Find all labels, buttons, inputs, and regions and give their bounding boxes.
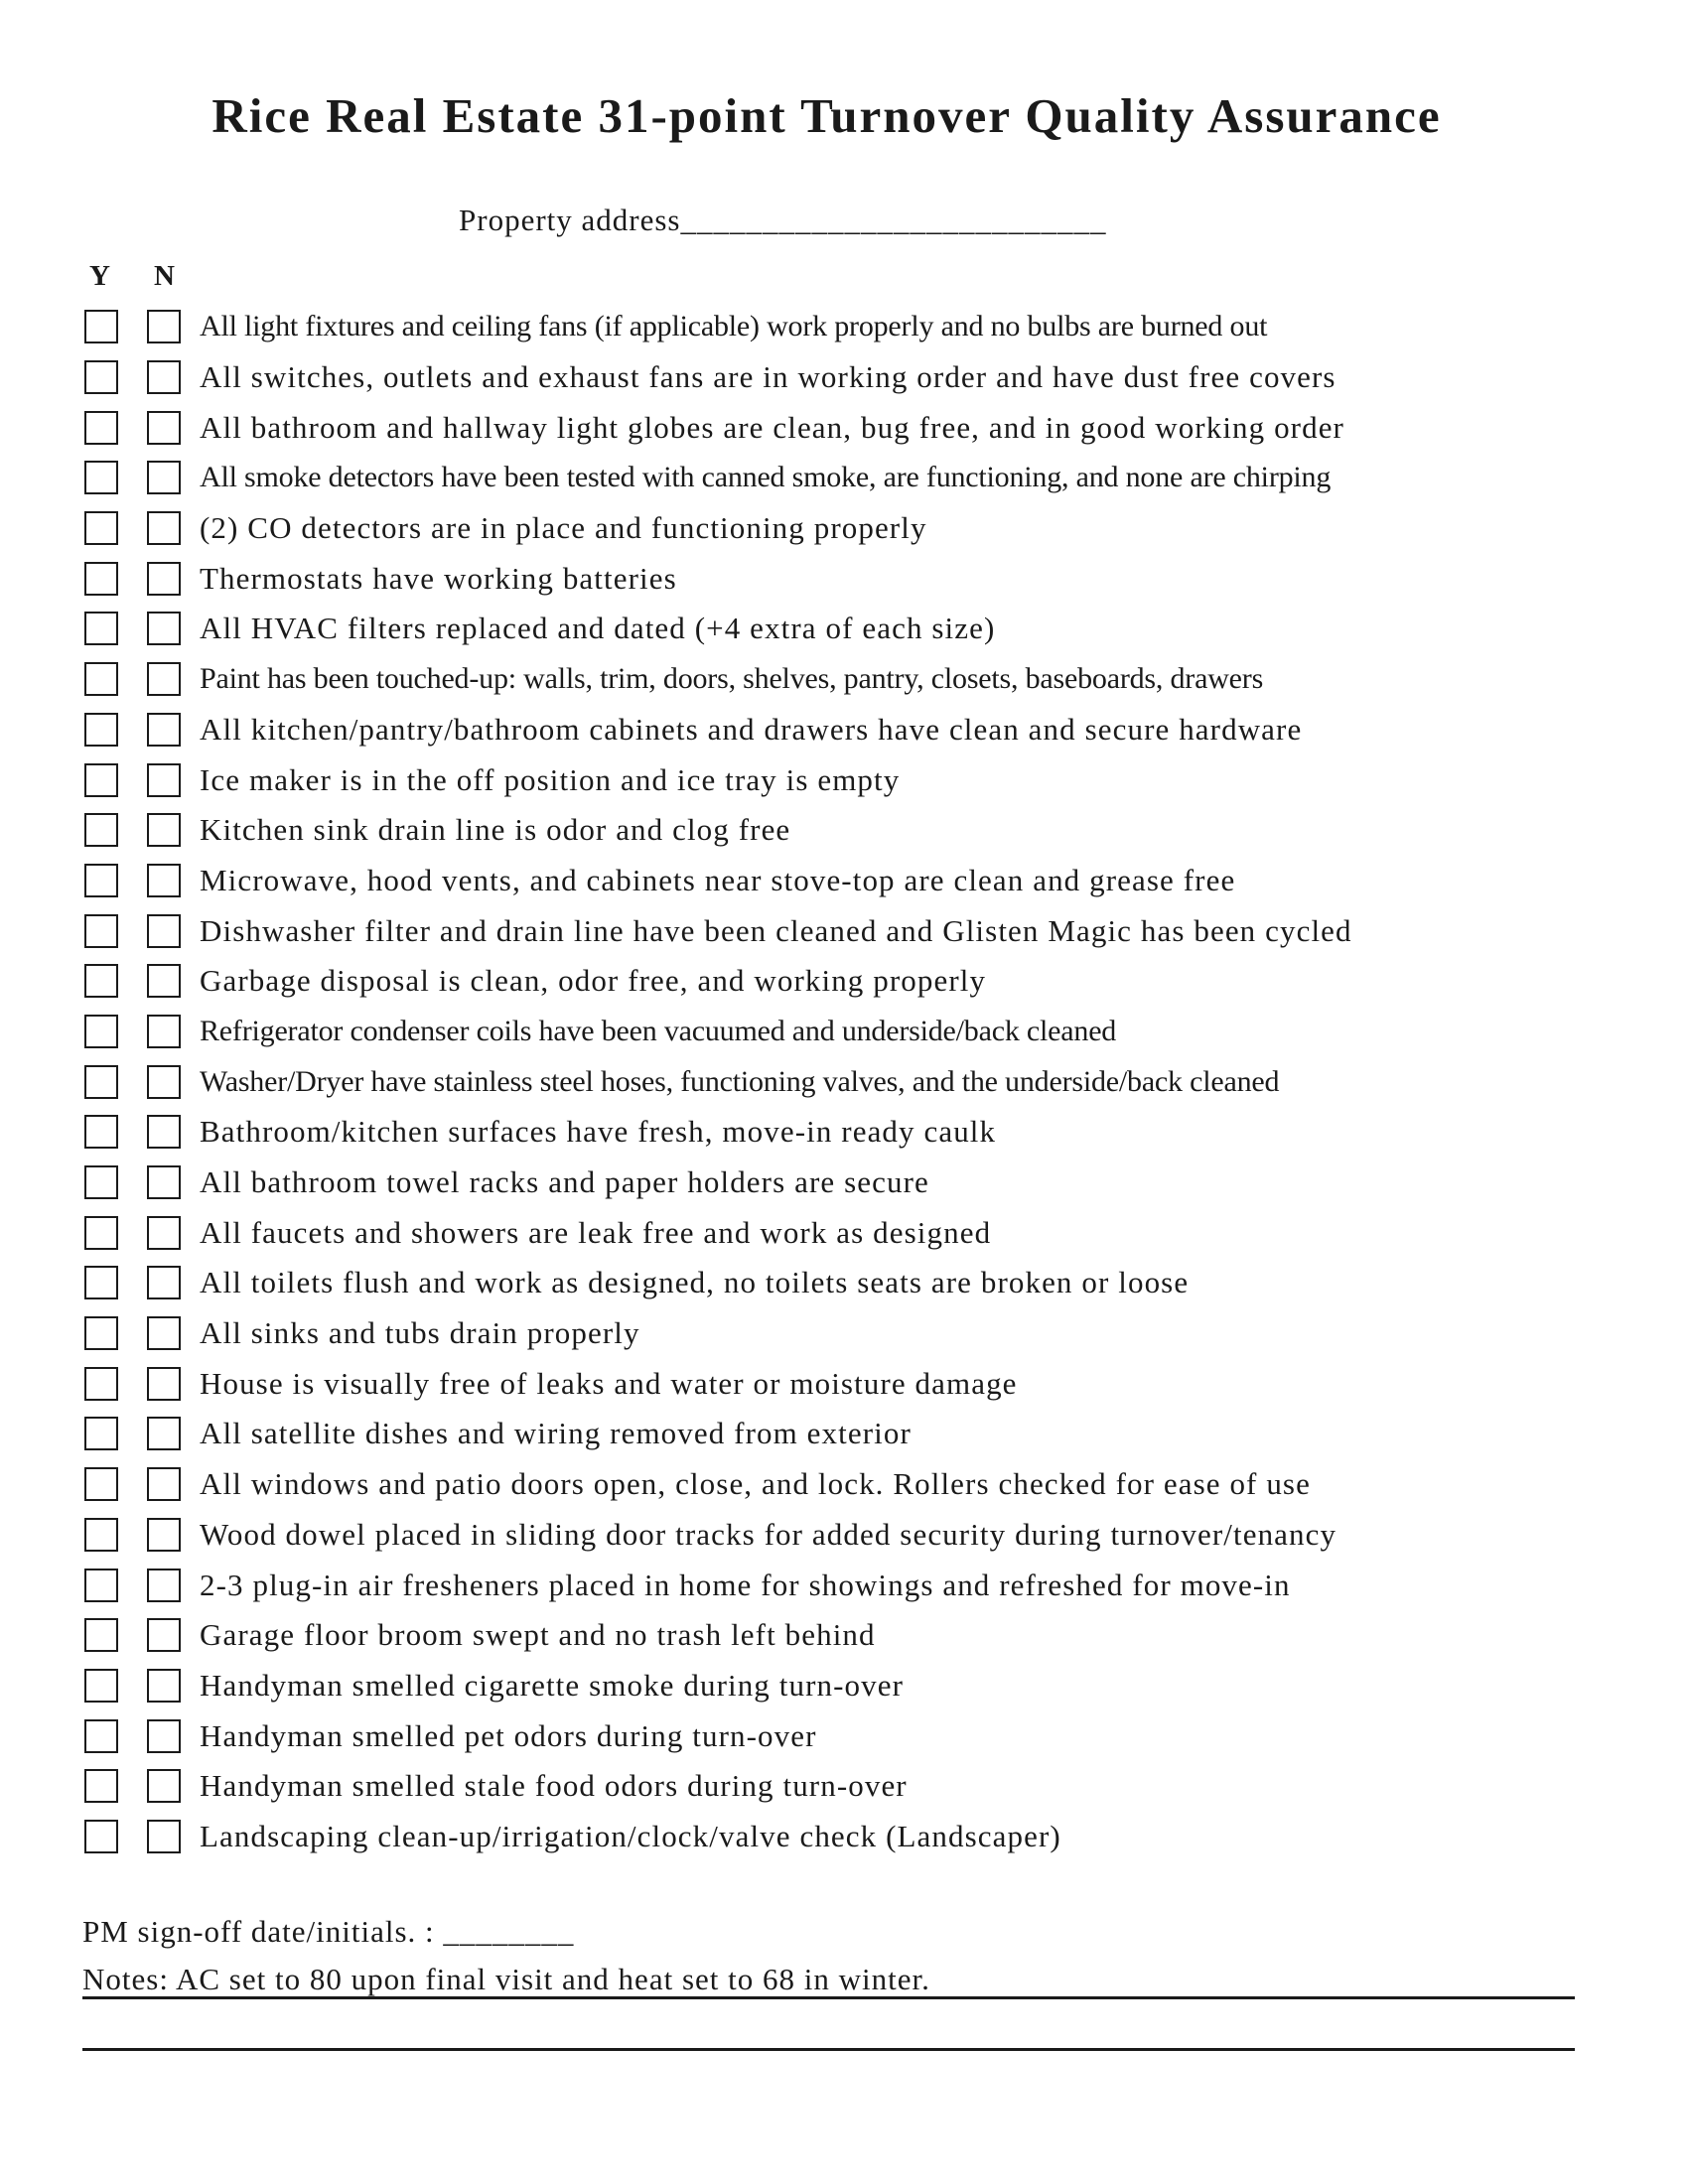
no-checkbox[interactable]	[147, 1618, 181, 1652]
pm-signoff-field[interactable]: PM sign-off date/initials. : ________	[82, 1914, 575, 1949]
notes-blank-line[interactable]	[82, 2048, 1575, 2051]
yes-checkbox[interactable]	[84, 1820, 118, 1853]
checklist-item	[81, 1459, 1551, 1510]
no-checkbox[interactable]	[147, 713, 181, 747]
checklist-item	[81, 453, 1551, 503]
no-checkbox[interactable]	[147, 1417, 181, 1450]
checklist-item	[81, 604, 1551, 654]
checklist-item	[81, 1308, 1551, 1359]
checklist-item	[81, 1610, 1551, 1661]
checklist-item-label: All satellite dishes and wiring removed from exterior	[200, 1416, 912, 1451]
checklist-item-label: All switches, outlets and exhaust fans are in working order and have dust free covers	[200, 359, 1336, 395]
checklist-item	[81, 553, 1551, 604]
checklist-item-label: 2-3 plug-in air fresheners placed in home for showings and refreshed for move-in	[200, 1567, 1291, 1602]
yes-checkbox[interactable]	[84, 511, 118, 545]
yes-checkbox[interactable]	[84, 1467, 118, 1501]
yes-checkbox[interactable]	[84, 763, 118, 797]
no-checkbox[interactable]	[147, 864, 181, 897]
no-checkbox[interactable]	[147, 562, 181, 596]
no-checkbox[interactable]	[147, 1518, 181, 1552]
checklist-item-label: All bathroom and hallway light globes are clean, bug free, and in good working order	[200, 409, 1344, 445]
checklist-item	[81, 1710, 1551, 1761]
no-checkbox[interactable]	[147, 1669, 181, 1703]
checklist-item-label: All light fixtures and ceiling fans (if applicable) work properly and no bulbs are burned out	[200, 310, 1268, 343]
no-checkbox[interactable]	[147, 1316, 181, 1350]
yes-checkbox[interactable]	[84, 411, 118, 445]
checklist-item	[81, 1056, 1551, 1107]
no-checkbox[interactable]	[147, 612, 181, 645]
checklist-item-label: Washer/Dryer have stainless steel hoses, functioning valves, and the underside/back cleaned	[200, 1064, 1280, 1098]
checklist-item-label: Bathroom/kitchen surfaces have fresh, move-in ready caulk	[200, 1114, 997, 1150]
checklist-item	[81, 654, 1551, 705]
yes-checkbox[interactable]	[84, 864, 118, 897]
yes-checkbox[interactable]	[84, 1669, 118, 1703]
notes-line[interactable]: Notes: AC set to 80 upon final visit and heat set to 68 in winter.	[82, 1963, 1575, 1999]
checklist-item-label: Handyman smelled cigarette smoke during turn-over	[200, 1667, 905, 1703]
checklist-item-label: All bathroom towel racks and paper holders are secure	[200, 1164, 929, 1200]
checklist-item	[81, 805, 1551, 856]
no-checkbox[interactable]	[147, 411, 181, 445]
checklist-item-label: All faucets and showers are leak free and work as designed	[200, 1214, 992, 1250]
yes-checkbox[interactable]	[84, 713, 118, 747]
checklist-item	[81, 1258, 1551, 1308]
no-checkbox[interactable]	[147, 1820, 181, 1853]
yes-checkbox[interactable]	[84, 1065, 118, 1099]
no-checkbox[interactable]	[147, 763, 181, 797]
yes-checkbox[interactable]	[84, 1216, 118, 1250]
checklist-item	[81, 1661, 1551, 1711]
yes-checkbox[interactable]	[84, 612, 118, 645]
no-checkbox[interactable]	[147, 813, 181, 847]
yes-checkbox[interactable]	[84, 1165, 118, 1199]
checklist-item-label: All toilets flush and work as designed, no toilets seats are broken or loose	[200, 1265, 1190, 1300]
yes-column-header: Y	[89, 260, 110, 292]
no-checkbox[interactable]	[147, 1165, 181, 1199]
property-address-field[interactable]: Property address__________________________	[459, 203, 1107, 237]
no-checkbox[interactable]	[147, 360, 181, 394]
checklist	[81, 302, 1551, 1861]
yes-checkbox[interactable]	[84, 1719, 118, 1753]
checklist-item	[81, 1107, 1551, 1158]
checklist-item-label: Paint has been touched-up: walls, trim, doors, shelves, pantry, closets, baseboards, drawers	[200, 662, 1264, 696]
checklist-item	[81, 905, 1551, 956]
checklist-item-label: Ice maker is in the off position and ice tray is empty	[200, 761, 901, 797]
no-checkbox[interactable]	[147, 1467, 181, 1501]
checklist-item	[81, 1207, 1551, 1258]
no-checkbox[interactable]	[147, 1569, 181, 1602]
no-checkbox[interactable]	[147, 662, 181, 696]
checklist-item	[81, 302, 1551, 352]
checklist-item-label: Dishwasher filter and drain line have been cleaned and Glisten Magic has been cycled	[200, 912, 1352, 948]
checklist-item-label: All sinks and tubs drain properly	[200, 1315, 640, 1351]
no-checkbox[interactable]	[147, 461, 181, 494]
yes-checkbox[interactable]	[84, 813, 118, 847]
checklist-item	[81, 503, 1551, 554]
yes-checkbox[interactable]	[84, 360, 118, 394]
yes-checkbox[interactable]	[84, 1569, 118, 1602]
checklist-item	[81, 1158, 1551, 1208]
yes-checkbox[interactable]	[84, 1015, 118, 1048]
checklist-item-label: Garage floor broom swept and no trash left behind	[200, 1617, 876, 1653]
checklist-item	[81, 1812, 1551, 1862]
no-checkbox[interactable]	[147, 1769, 181, 1803]
no-column-header: N	[154, 260, 175, 292]
checklist-item-label: Landscaping clean-up/irrigation/clock/valve check (Landscaper)	[200, 1818, 1061, 1853]
yes-checkbox[interactable]	[84, 1769, 118, 1803]
yes-checkbox[interactable]	[84, 1618, 118, 1652]
checklist-item	[81, 1560, 1551, 1610]
checklist-item-label: House is visually free of leaks and water or moisture damage	[200, 1365, 1018, 1401]
checklist-item-label: All kitchen/pantry/bathroom cabinets and drawers have clean and secure hardware	[200, 711, 1303, 747]
checklist-item	[81, 705, 1551, 755]
checklist-item-label: All smoke detectors have been tested with canned smoke, are functioning, and none are chirping	[200, 461, 1332, 494]
yes-checkbox[interactable]	[84, 1417, 118, 1450]
yes-checkbox[interactable]	[84, 1316, 118, 1350]
checklist-item-label: Microwave, hood vents, and cabinets near stove-top are clean and grease free	[200, 862, 1236, 897]
checklist-item-label: All HVAC filters replaced and dated (+4 extra of each size)	[200, 611, 996, 646]
checklist-item	[81, 956, 1551, 1007]
no-checkbox[interactable]	[147, 964, 181, 998]
checklist-item-label: (2) CO detectors are in place and functioning properly	[200, 510, 927, 546]
no-checkbox[interactable]	[147, 1115, 181, 1149]
checklist-item	[81, 1409, 1551, 1459]
yes-checkbox[interactable]	[84, 1518, 118, 1552]
yes-checkbox[interactable]	[84, 662, 118, 696]
checklist-item-label: Garbage disposal is clean, odor free, and working properly	[200, 963, 987, 999]
no-checkbox[interactable]	[147, 1367, 181, 1401]
no-checkbox[interactable]	[147, 1015, 181, 1048]
yes-checkbox[interactable]	[84, 1266, 118, 1299]
no-checkbox[interactable]	[147, 1216, 181, 1250]
checklist-item	[81, 402, 1551, 453]
yes-checkbox[interactable]	[84, 461, 118, 494]
checklist-item	[81, 1358, 1551, 1409]
no-checkbox[interactable]	[147, 1266, 181, 1299]
checklist-item-label: Handyman smelled pet odors during turn-over	[200, 1717, 817, 1753]
checklist-item	[81, 1007, 1551, 1057]
no-checkbox[interactable]	[147, 1719, 181, 1753]
page-title: Rice Real Estate 31-point Turnover Quality Assurance	[211, 88, 1442, 143]
yes-checkbox[interactable]	[84, 562, 118, 596]
yes-checkbox[interactable]	[84, 310, 118, 343]
yes-checkbox[interactable]	[84, 1115, 118, 1149]
yes-checkbox[interactable]	[84, 1367, 118, 1401]
checklist-item-label: Wood dowel placed in sliding door tracks for added security during turnover/tenancy	[200, 1516, 1337, 1552]
checklist-item	[81, 856, 1551, 906]
checklist-item	[81, 352, 1551, 403]
checklist-item-label: Thermostats have working batteries	[200, 560, 677, 596]
checklist-item	[81, 754, 1551, 805]
checklist-item-label: Refrigerator condenser coils have been vacuumed and underside/back cleaned	[200, 1014, 1117, 1047]
checklist-item	[81, 1761, 1551, 1812]
no-checkbox[interactable]	[147, 1065, 181, 1099]
checklist-item-label: All windows and patio doors open, close, and lock. Rollers checked for ease of use	[200, 1466, 1311, 1502]
no-checkbox[interactable]	[147, 511, 181, 545]
checklist-item-label: Handyman smelled stale food odors during turn-over	[200, 1768, 908, 1804]
yes-checkbox[interactable]	[84, 914, 118, 948]
checklist-item-label: Kitchen sink drain line is odor and clog free	[200, 812, 791, 848]
no-checkbox[interactable]	[147, 310, 181, 343]
checklist-item	[81, 1510, 1551, 1561]
no-checkbox[interactable]	[147, 914, 181, 948]
yes-checkbox[interactable]	[84, 964, 118, 998]
